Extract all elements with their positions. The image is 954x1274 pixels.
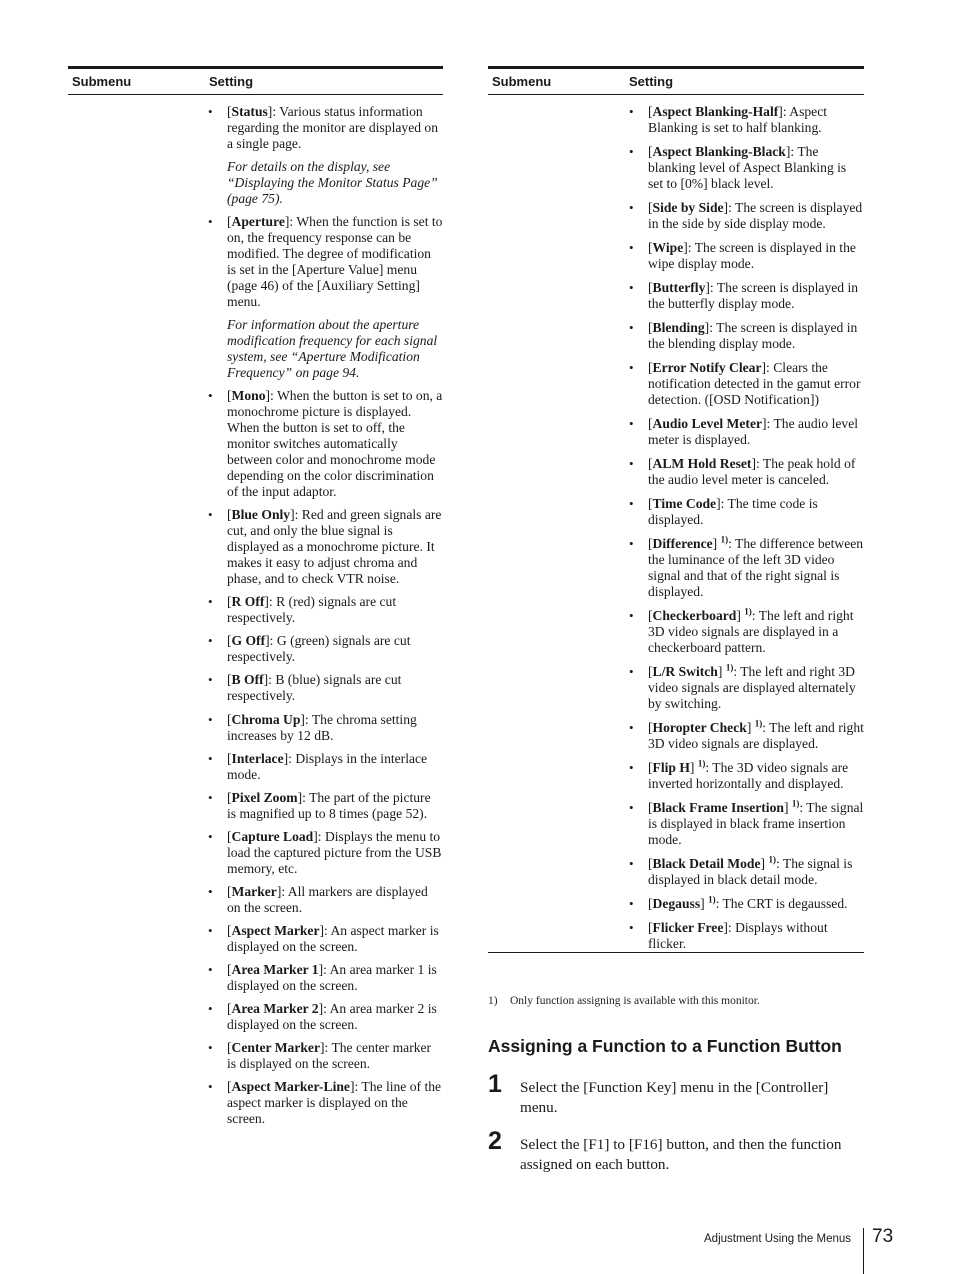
page-number: 73 — [872, 1226, 894, 1247]
setting-description: The screen is displayed in the butterfly display mode. — [648, 280, 859, 311]
left-settings-table — [68, 66, 443, 1127]
setting-description: Various status information regarding the monitor are displayed on a single page. — [227, 104, 439, 151]
setting-description: The screen is displayed in the side by side display mode. — [648, 200, 863, 231]
setting-description: The blanking level of Aspect Blanking is set to [0%] black level. — [648, 144, 847, 191]
setting-term: Black Frame Insertion — [652, 800, 784, 815]
setting-term: Status — [231, 104, 268, 119]
setting-term: Flicker Free — [652, 920, 724, 935]
setting-term: G Off — [231, 633, 266, 648]
setting-item: • [Status]: Various status information regarding the monitor are displayed on a single page. — [208, 104, 443, 152]
setting-note: For details on the display, see “Displaying the Monitor Status Page” (page 75). — [227, 159, 438, 206]
setting-term: Butterfly — [652, 280, 706, 295]
right-setting-cell — [488, 104, 864, 952]
setting-description: Displays in the interlace mode. — [227, 751, 428, 782]
setting-item: • [Area Marker 2]: An area marker 2 is displayed on the screen. — [208, 1001, 443, 1033]
setting-term: Degauss — [652, 896, 701, 911]
setting-term: Center Marker — [231, 1040, 320, 1055]
setting-item: • [Time Code]: The time code is displayed. — [629, 496, 864, 528]
setting-term: Aspect Blanking-Half — [652, 104, 779, 119]
setting-description: The chroma setting increases by 12 dB. — [227, 712, 417, 743]
setting-term: Horopter Check — [652, 720, 747, 735]
setting-item: • [Aspect Blanking-Half]: Aspect Blanking is set to half blanking. — [629, 104, 864, 136]
footnote-mark: 1) — [488, 995, 498, 1007]
setting-item: • [Center Marker]: The center marker is displayed on the screen. — [208, 1040, 443, 1072]
left-header-submenu: Submenu — [72, 74, 132, 89]
footnote-reference: 1) — [768, 854, 776, 865]
right-table-bottom-rule — [488, 952, 864, 953]
setting-description: The CRT is degaussed. — [719, 896, 848, 911]
footnote-reference: 1) — [697, 758, 706, 769]
setting-item: • [Blue Only]: Red and green signals are cut, and only the blue signal is displayed as a monochrome picture. It makes it easy to adjust chroma and phase, and to check VTR noise. — [208, 507, 443, 587]
setting-term: ALM Hold Reset — [652, 456, 752, 471]
setting-item: • [Mono]: When the button is set to on, a monochrome picture is displayed. When the button is set to off, the monitor switches automatically between color and monochrome mode depending on the color discrimination of the input adaptor. — [208, 388, 443, 500]
setting-description: The 3D video signals are inverted horizontally and displayed. — [648, 760, 849, 791]
setting-term: Blue Only — [231, 507, 291, 522]
footnote-reference: 1) — [708, 894, 716, 905]
left-setting-cell — [68, 104, 443, 1127]
setting-description: When the button is set to on, a monochrome picture is displayed. When the button is set to off, the monitor switches automatically between color and monochrome mode depending on the color discrimination of the input adaptor. — [227, 388, 443, 499]
left-setting-list — [208, 104, 443, 1127]
footer-divider — [863, 1228, 864, 1274]
setting-item: • [Black Detail Mode] $^{1)}$: The signal is displayed in black detail mode. — [629, 856, 864, 888]
setting-term: Aspect Blanking-Black — [652, 144, 786, 159]
right-settings-table — [488, 66, 864, 953]
setting-item: • [Aspect Blanking-Black]: The blanking level of Aspect Blanking is set to [0%] black level. — [629, 144, 864, 192]
setting-description: The left and right 3D video signals are displayed alternately by switching. — [648, 664, 856, 711]
setting-description: The line of the aspect marker is displayed on the screen. — [227, 1079, 442, 1126]
setting-description: The audio level meter is displayed. — [648, 416, 859, 447]
setting-term: L/R Switch — [652, 664, 718, 679]
setting-item: • [Chroma Up]: The chroma setting increases by 12 dB. — [208, 712, 443, 744]
footnote-reference: 1) — [725, 662, 734, 673]
step-number: 2 — [488, 1127, 502, 1155]
setting-term: Mono — [231, 388, 266, 403]
setting-term: Audio Level Meter — [652, 416, 763, 431]
setting-note: For information about the aperture modification frequency for each signal system, see “Aperture Modification Frequency” on page 94. — [227, 317, 438, 380]
footnote-reference: 1) — [720, 534, 729, 545]
setting-description: G (green) signals are cut respectively. — [227, 633, 411, 664]
setting-term: Interlace — [231, 751, 284, 766]
setting-description: The time code is displayed. — [648, 496, 818, 527]
setting-description: An aspect marker is displayed on the screen. — [227, 923, 439, 954]
setting-description: Aspect Blanking is set to half blanking. — [648, 104, 828, 135]
setting-item: • [Blending]: The screen is displayed in the blending display mode. — [629, 320, 864, 352]
setting-description: The screen is displayed in the blending display mode. — [648, 320, 858, 351]
footnote-reference: 1) — [791, 798, 800, 809]
setting-item: • [Marker]: All markers are displayed on the screen. — [208, 884, 443, 916]
setting-description: The left and right 3D video signals are displayed. — [648, 720, 864, 751]
setting-term: Pixel Zoom — [231, 790, 298, 805]
footnote-reference: 1) — [744, 606, 752, 617]
setting-term: Aspect Marker-Line — [231, 1079, 350, 1094]
setting-item: • [Interlace]: Displays in the interlace mode. — [208, 751, 443, 783]
setting-description: The signal is displayed in black frame insertion mode. — [648, 800, 864, 847]
left-header-setting: Setting — [209, 74, 254, 89]
setting-term: Area Marker 1 — [231, 962, 319, 977]
section-title: Assigning a Function to a Function Button — [488, 1036, 842, 1056]
setting-term: B Off — [231, 672, 264, 687]
setting-item: • [Aperture]: When the function is set to on, the frequency response can be modified. The degree of modification is set in the [Aperture Value] menu (page 46) of the [Auxiliary Setting] menu. — [208, 214, 443, 310]
setting-description: Red and green signals are cut, and only the blue signal is displayed as a monochrome picture. It makes it easy to adjust chroma and phase, and to check VTR noise. — [227, 507, 442, 586]
right-header-setting: Setting — [629, 74, 674, 89]
setting-description: When the function is set to on, the frequency response can be modified. The degree of modification is set in the [Aperture Value] menu (page 46) of the [Auxiliary Setting] menu. — [227, 214, 443, 309]
setting-term: Capture Load — [231, 829, 314, 844]
setting-item: • [G Off]: G (green) signals are cut respectively. — [208, 633, 443, 665]
setting-term: R Off — [231, 594, 265, 609]
setting-description: The left and right 3D video signals are displayed in a checkerboard pattern. — [648, 608, 854, 655]
setting-description: The peak hold of the audio level meter is canceled. — [648, 456, 856, 487]
setting-item: • [Error Notify Clear]: Clears the notification detected in the gamut error detection. ([OSD Notification]) — [629, 360, 864, 408]
setting-item: • [Difference] $^{1)}$: The difference between the luminance of the left 3D video signal and that of the right signal is displayed. — [629, 536, 864, 600]
setting-term: Checkerboard — [652, 608, 737, 623]
setting-item: • [Flip H] $^{1)}$: The 3D video signals are inverted horizontally and displayed. — [629, 760, 864, 792]
setting-term: Marker — [231, 884, 277, 899]
setting-term: Flip H — [652, 760, 690, 775]
footnote-text: Only function assigning is available with this monitor. — [510, 995, 760, 1007]
setting-description: Displays without flicker. — [648, 920, 828, 951]
setting-term: Time Code — [652, 496, 717, 511]
step-number: 1 — [488, 1070, 502, 1098]
setting-description: The part of the picture is magnified up to 8 times (page 52). — [227, 790, 431, 821]
setting-term: Difference — [652, 536, 713, 551]
setting-description: B (blue) signals are cut respectively. — [227, 672, 402, 703]
setting-item: • [Horopter Check] $^{1)}$: The left and right 3D video signals are displayed. — [629, 720, 864, 752]
setting-term: Side by Side — [652, 200, 724, 215]
setting-description: An area marker 1 is displayed on the screen. — [227, 962, 437, 993]
setting-term: Aperture — [231, 214, 285, 229]
footnote-reference: 1) — [754, 718, 763, 729]
setting-description: The screen is displayed in the wipe display mode. — [648, 240, 856, 271]
step-text: Select the [Function Key] menu in the [Controller] menu. — [520, 1079, 829, 1116]
setting-term: Error Notify Clear — [652, 360, 762, 375]
right-table-header — [488, 66, 864, 95]
right-setting-list — [629, 104, 864, 952]
setting-item: • [Degauss] $^{1)}$: The CRT is degaussed. — [629, 896, 864, 912]
right-header-submenu: Submenu — [492, 74, 552, 89]
setting-item: • [Black Frame Insertion] $^{1)}$: The signal is displayed in black frame insertion mode. — [629, 800, 864, 848]
setting-item: • [Pixel Zoom]: The part of the picture is magnified up to 8 times (page 52). — [208, 790, 443, 822]
setting-term: Wipe — [652, 240, 684, 255]
setting-description: Displays the menu to load the captured picture from the USB memory, etc. — [227, 829, 442, 876]
setting-item: • [R Off]: R (red) signals are cut respectively. — [208, 594, 443, 626]
setting-item: • [Side by Side]: The screen is displayed in the side by side display mode. — [629, 200, 864, 232]
setting-term: Blending — [652, 320, 705, 335]
setting-item: • [Capture Load]: Displays the menu to load the captured picture from the USB memory, etc. — [208, 829, 443, 877]
footer-section-label: Adjustment Using the Menus — [704, 1233, 852, 1245]
footnote — [488, 995, 868, 1007]
setting-description: All markers are displayed on the screen. — [227, 884, 428, 915]
setting-description: R (red) signals are cut respectively. — [227, 594, 397, 625]
setting-item: • [L/R Switch] $^{1)}$: The left and right 3D video signals are displayed alternately by switching. — [629, 664, 864, 712]
setting-term: Area Marker 2 — [231, 1001, 319, 1016]
setting-item: • [Flicker Free]: Displays without flicker. — [629, 920, 864, 952]
setting-item: • [B Off]: B (blue) signals are cut respectively. — [208, 672, 443, 704]
setting-item: • [Wipe]: The screen is displayed in the wipe display mode. — [629, 240, 864, 272]
step-text: Select the [F1] to [F16] button, and then the function assigned on each button. — [520, 1136, 842, 1173]
setting-item: • [Aspect Marker-Line]: The line of the aspect marker is displayed on the screen. — [208, 1079, 443, 1127]
setting-description: An area marker 2 is displayed on the screen. — [227, 1001, 437, 1032]
setting-term: Black Detail Mode — [652, 856, 761, 871]
setting-description: The center marker is displayed on the screen. — [227, 1040, 432, 1071]
left-table-header — [68, 66, 443, 95]
setting-item: • [Audio Level Meter]: The audio level meter is displayed. — [629, 416, 864, 448]
setting-item: • [ALM Hold Reset]: The peak hold of the audio level meter is canceled. — [629, 456, 864, 488]
setting-description: The signal is displayed in black detail mode. — [648, 856, 853, 887]
setting-term: Chroma Up — [231, 712, 301, 727]
setting-item: • [Aspect Marker]: An aspect marker is displayed on the screen. — [208, 923, 443, 955]
setting-description: Clears the notification detected in the gamut error detection. ([OSD Notification]) — [648, 360, 861, 407]
setting-item: • [Butterfly]: The screen is displayed in the butterfly display mode. — [629, 280, 864, 312]
setting-item: • [Checkerboard] $^{1)}$: The left and right 3D video signals are displayed in a checkerboard pattern. — [629, 608, 864, 656]
setting-description: The difference between the luminance of the left 3D video signal and that of the right signal is displayed. — [648, 536, 864, 599]
setting-term: Aspect Marker — [231, 923, 320, 938]
setting-item: • [Area Marker 1]: An area marker 1 is displayed on the screen. — [208, 962, 443, 994]
